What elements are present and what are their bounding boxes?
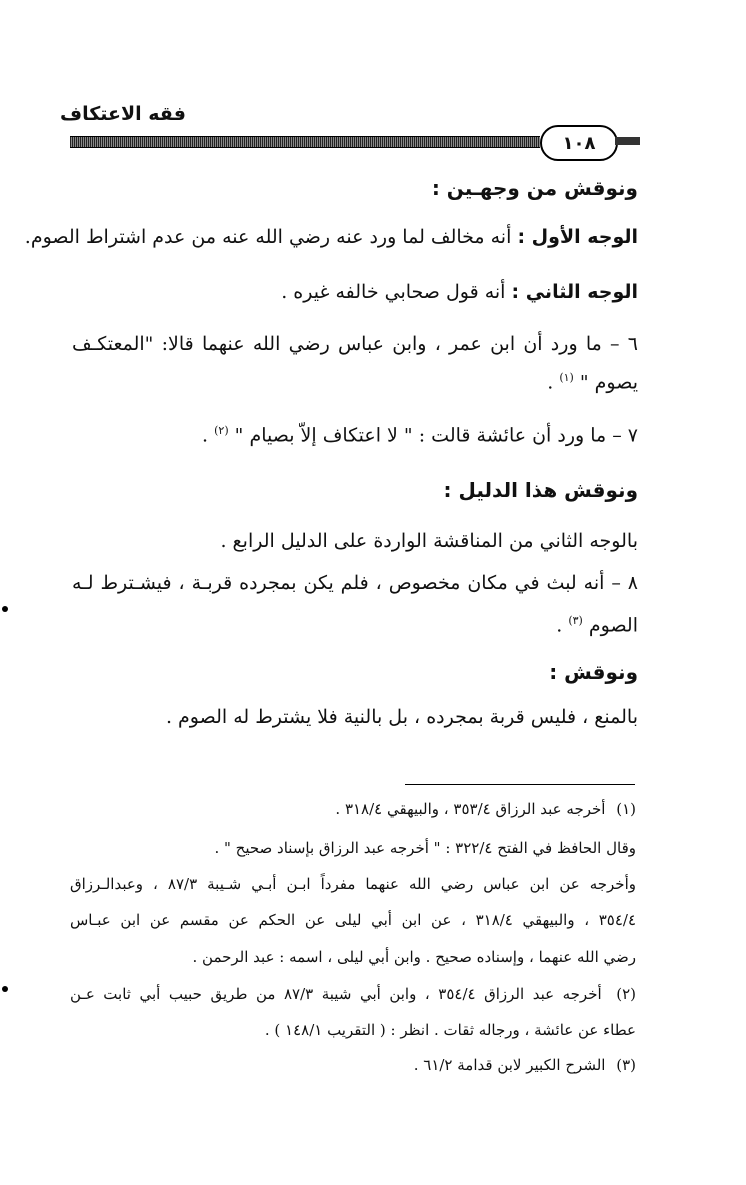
page-number: ١٠٨	[540, 125, 618, 161]
response-second-aspect: بالوجه الثاني من المناقشة الواردة على الدليل الرابع .	[220, 530, 638, 552]
footnote-1-text-a: أخرجه عبد الرزاق ٣٥٣/٤ ، والبيهقي ٣١٨/٤ .	[335, 800, 606, 818]
first-aspect-text: أنه مخالف لما ورد عنه رضي الله عنه من عدم اشتراط الصوم.	[24, 226, 512, 248]
footnote-2-line-1	[70, 985, 636, 1003]
second-aspect-label: الوجه الثاني :	[511, 281, 638, 303]
header-rule	[70, 136, 540, 148]
footnote-3-line-1	[414, 1056, 636, 1074]
evidence-6-line-2	[547, 371, 638, 393]
heading-discussion: ونوقش :	[549, 660, 638, 684]
evidence-8-text: الصوم	[588, 614, 638, 637]
footnote-2-text-a: أخرجه عبد الرزاق ٣٥٤/٤ ، وابن أبي شيبة ٨٧/٣ من طريق حبيب أبي ثابت عـن	[70, 985, 602, 1003]
footnote-separator	[405, 784, 635, 785]
footnote-ref-3: (٣)	[568, 614, 583, 627]
footnote-ref-2: (٢)	[214, 424, 229, 437]
footnote-3-number: (٣)	[616, 1056, 636, 1074]
footnote-1-line-5: رضي الله عنهما ، وإسناده صحيح . وابن أبي ليلى ، اسمه : عبد الرحمن .	[192, 948, 636, 966]
scan-mark	[2, 606, 8, 612]
footnote-1-line-4: ٣٥٤/٤ ، والبيهقي ٣١٨/٤ ، عن ابن أبي ليلى عن الحكم عن مقسم عن ابن عبـاس	[70, 911, 636, 929]
paragraph-first-aspect	[25, 226, 638, 248]
evidence-8-end: .	[556, 614, 563, 637]
evidence-6-end: .	[547, 371, 554, 394]
response-denial: بالمنع ، فليس قربة بمجرده ، بل بالنية فلا يشترط له الصوم .	[165, 706, 638, 728]
evidence-8-line-2	[556, 614, 638, 636]
footnote-1-line-1	[335, 800, 636, 818]
running-head-title: فقه الاعتكاف	[60, 103, 186, 125]
footnote-3-text-a: الشرح الكبير لابن قدامة ٦١/٢ .	[413, 1056, 606, 1074]
paragraph-second-aspect	[281, 281, 638, 303]
heading-discussion-two-aspects: ونوقش من وجهـين :	[431, 176, 638, 200]
footnote-2-line-2: عطاء عن عائشة ، ورجاله ثقات . انظر : ( التقريب ١٤٨/١ ) .	[264, 1021, 636, 1039]
evidence-7-end: .	[202, 424, 209, 447]
footnote-2-number: (٢)	[616, 985, 636, 1003]
evidence-7-text: ٧ – ما ورد أن عائشة قالت : " لا اعتكاف إلاّ بصيام "	[234, 424, 638, 447]
evidence-6-line-1: ٦ – ما ورد أن ابن عمر ، وابن عباس رضي الله عنهما قالا: "المعتكـف	[72, 333, 638, 355]
footnote-1-number: (١)	[616, 800, 636, 818]
second-aspect-text: أنه قول صحابي خالفه غيره .	[281, 281, 506, 303]
evidence-7	[202, 424, 638, 446]
footnote-ref-1: (١)	[559, 371, 574, 384]
header-rule-end	[615, 137, 640, 145]
heading-discussion-evidence: ونوقش هذا الدليل :	[443, 478, 638, 502]
evidence-6-text: يصوم "	[579, 371, 638, 394]
footnote-1-line-2: وقال الحافظ في الفتح ٣٢٢/٤ : " أخرجه عبد الرزاق بإسناد صحيح " .	[214, 839, 636, 857]
evidence-8-line-1: ٨ – أنه لبث في مكان مخصوص ، فلم يكن بمجرده قربـة ، فيشـترط لـه	[72, 572, 638, 594]
first-aspect-label: الوجه الأول :	[517, 226, 638, 248]
footnote-1-line-3: وأخرجه عن ابن عباس رضي الله عنهما مفرداً ابـن أبـي شـيبة ٨٧/٣ ، وعبدالـرزاق	[70, 875, 636, 893]
scan-mark	[2, 986, 8, 992]
